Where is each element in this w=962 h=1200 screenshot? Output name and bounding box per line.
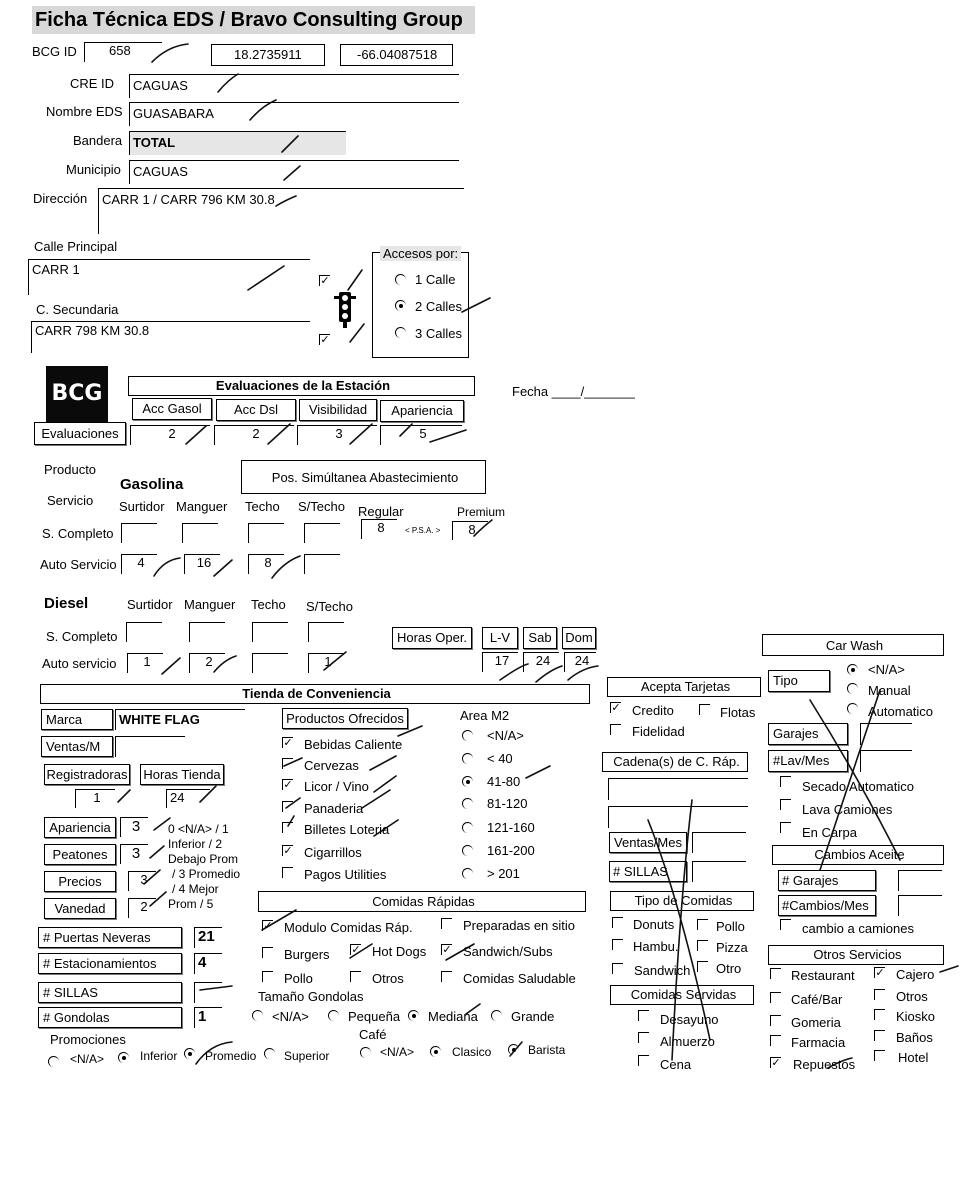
- producto-checkbox[interactable]: ✓: [283, 779, 293, 791]
- otro-servicio-checkbox[interactable]: [770, 968, 781, 979]
- lav-mes-button[interactable]: #Lav/Mes: [768, 750, 848, 772]
- bcg-id-label: BCG ID: [32, 44, 77, 59]
- producto-label: Cigarrillos: [304, 845, 362, 860]
- dsl-auto-stecho[interactable]: 1: [308, 653, 344, 673]
- otro-servicio-checkbox[interactable]: [770, 992, 781, 1003]
- otro-servicio-label: Hotel: [898, 1050, 929, 1065]
- dsl-auto-surtidor[interactable]: 1: [127, 653, 163, 673]
- promo-inferior-radio[interactable]: [118, 1052, 129, 1063]
- garajes-button[interactable]: Garajes: [768, 723, 848, 745]
- promo-superior-label: Superior: [284, 1049, 330, 1063]
- gondola-grande-radio[interactable]: [491, 1010, 502, 1021]
- flotas-label: Flotas: [720, 705, 756, 720]
- calle-secundaria-checkbox[interactable]: ✓: [320, 334, 330, 346]
- gas-row-completo-label: S. Completo: [42, 526, 114, 541]
- direccion-label: Dirección: [33, 191, 88, 206]
- tipo-comida-label: Otro: [716, 961, 742, 976]
- lava-camiones-checkbox[interactable]: [780, 799, 791, 810]
- producto-label: Panaderia: [304, 801, 364, 816]
- acceso-2-label: 2 Calles: [415, 299, 462, 314]
- cadena-title: Cadena(s) de C. Ráp.: [602, 752, 748, 772]
- calle-principal-field[interactable]: CARR 1: [28, 259, 310, 295]
- producto-checkbox[interactable]: ✓: [283, 845, 293, 857]
- cadena-field-1[interactable]: [608, 778, 748, 800]
- comida-checkbox[interactable]: ✓: [263, 920, 273, 932]
- camiones-label: cambio a camiones: [802, 921, 914, 936]
- dsl-completo-surtidor[interactable]: [126, 622, 162, 642]
- servida-label: Almuerzo: [660, 1034, 715, 1049]
- comida-label: Hot Dogs: [372, 944, 427, 959]
- otro-servicio-checkbox[interactable]: [874, 1050, 885, 1061]
- gas-completo-techo[interactable]: [248, 523, 284, 543]
- tamano-gondolas-label: Tamaño Gondolas: [258, 989, 364, 1004]
- cambios-aceite-title: Cambios Aceite: [772, 845, 944, 865]
- lava-camiones-label: Lava Camiones: [802, 802, 893, 817]
- otros-servicios-title: Otros Servicios: [768, 945, 944, 965]
- premium-field[interactable]: 8: [452, 521, 488, 540]
- nombre-eds-label: Nombre EDS: [46, 104, 123, 119]
- comida-label: Preparadas en sitio: [463, 918, 576, 933]
- otro-servicio-label: Gomeria: [791, 1015, 841, 1030]
- tipo-comida-checkbox[interactable]: [697, 940, 708, 951]
- cre-id-label: CRE ID: [70, 76, 115, 91]
- cafe-na-radio[interactable]: [360, 1047, 371, 1058]
- bandera-field[interactable]: TOTAL: [129, 131, 346, 155]
- scale-line-3: Debajo Prom: [168, 852, 239, 866]
- comida-checkbox[interactable]: [262, 947, 273, 958]
- acc-gasol-field[interactable]: 2: [130, 425, 210, 445]
- carwash-na-label: <N/A>: [868, 662, 905, 677]
- area-option-label: 41-80: [487, 774, 521, 789]
- gas-col-stecho: S/Techo: [298, 499, 345, 514]
- apariencia-button[interactable]: Apariencia: [380, 400, 464, 422]
- gas-completo-manguer[interactable]: [182, 523, 218, 543]
- otro-servicio-checkbox[interactable]: [770, 1015, 781, 1026]
- carwash-auto-label: Automatico: [868, 704, 934, 719]
- secado-checkbox[interactable]: [780, 776, 791, 787]
- scale-line-6: Prom / 5: [168, 897, 214, 911]
- servida-checkbox[interactable]: [638, 1055, 649, 1066]
- producto-checkbox[interactable]: ✓: [283, 737, 293, 749]
- producto-label: Bebidas Caliente: [304, 737, 403, 752]
- producto-label: Billetes Loteria: [304, 822, 390, 837]
- producto-checkbox[interactable]: [282, 758, 293, 769]
- gas-row-auto-label: Auto Servicio: [40, 557, 117, 572]
- scale-line-2: Inferior / 2: [168, 837, 223, 851]
- municipio-field[interactable]: CAGUAS: [129, 160, 459, 184]
- ventas-mes-field[interactable]: [692, 832, 746, 853]
- evaluaciones-button[interactable]: Evaluaciones: [34, 422, 126, 445]
- gas-auto-manguer[interactable]: 16: [184, 554, 220, 574]
- acc-dsl-field[interactable]: 2: [214, 425, 294, 445]
- otro-servicio-label: Baños: [896, 1030, 933, 1045]
- comida-checkbox[interactable]: ✓: [351, 944, 361, 956]
- en-carpa-checkbox[interactable]: [780, 822, 791, 833]
- horas-lv-button[interactable]: L-V: [482, 627, 518, 649]
- carwash-title: Car Wash: [762, 634, 944, 656]
- gas-completo-stecho[interactable]: [304, 523, 340, 543]
- gondola-na-label: <N/A>: [272, 1009, 309, 1024]
- flotas-checkbox[interactable]: [699, 704, 710, 715]
- peatones-button[interactable]: Peatones: [44, 844, 116, 865]
- tipo-comida-label: Pizza: [716, 940, 748, 955]
- comida-label: Sandwich/Subs: [463, 944, 553, 959]
- producto-checkbox[interactable]: [282, 867, 293, 878]
- dsl-row-auto-label: Auto servicio: [42, 656, 117, 671]
- scale-line-5: / 4 Mejor: [172, 882, 219, 896]
- tipo-comida-checkbox[interactable]: [612, 917, 623, 928]
- otro-servicio-checkbox[interactable]: [874, 989, 885, 1000]
- servida-label: Desayuno: [660, 1012, 719, 1027]
- otro-servicio-checkbox[interactable]: [874, 1030, 885, 1041]
- bandera-label: Bandera: [73, 133, 123, 148]
- regular-field[interactable]: 8: [361, 519, 397, 539]
- area-radio[interactable]: [462, 753, 473, 764]
- producto-label: Producto: [44, 462, 97, 477]
- registradoras-button[interactable]: Registradoras: [44, 764, 130, 785]
- otro-servicio-label: Restaurant: [791, 968, 855, 983]
- traffic-light-icon: [334, 292, 356, 328]
- marca-button[interactable]: Marca: [41, 709, 113, 730]
- gondolas-button[interactable]: # Gondolas: [38, 1007, 182, 1028]
- apariencia-tienda-button[interactable]: Apariencia: [44, 817, 116, 838]
- gondola-mediana-radio[interactable]: [408, 1010, 419, 1021]
- producto-checkbox[interactable]: [282, 801, 293, 812]
- acceso-2-radio[interactable]: [395, 300, 406, 311]
- longitude-field[interactable]: -66.04087518: [340, 44, 453, 66]
- cafe-barista-label: Barista: [528, 1043, 566, 1057]
- otro-servicio-label: Otros: [896, 989, 928, 1004]
- comidas-title: Comidas Rápidas: [258, 891, 586, 912]
- tarjetas-title: Acepta Tarjetas: [607, 677, 761, 697]
- gas-completo-surtidor[interactable]: [121, 523, 157, 543]
- variedad-button[interactable]: Vanedad: [44, 898, 116, 919]
- aceite-garajes-button[interactable]: # Garajes: [778, 870, 876, 891]
- horas-tienda-field[interactable]: 24: [166, 789, 210, 808]
- marca-field[interactable]: WHITE FLAG: [115, 709, 245, 730]
- area-option-label: <N/A>: [487, 728, 524, 743]
- carwash-manual-label: Manual: [868, 683, 911, 698]
- sillas-tienda-button[interactable]: # SILLAS: [38, 982, 182, 1003]
- gas-auto-stecho[interactable]: [304, 554, 340, 574]
- gas-auto-surtidor[interactable]: 4: [121, 554, 157, 574]
- area-radio[interactable]: [462, 798, 473, 809]
- tipo-comida-checkbox[interactable]: [697, 919, 708, 930]
- cambios-mes-field[interactable]: [898, 895, 942, 916]
- servida-checkbox[interactable]: [638, 1010, 649, 1021]
- latitude-field[interactable]: 18.2735911: [211, 44, 325, 66]
- area-option-label: < 40: [487, 751, 513, 766]
- gondola-pequena-radio[interactable]: [328, 1010, 339, 1021]
- otro-servicio-label: Kiosko: [896, 1009, 936, 1024]
- form-title: Ficha Técnica EDS / Bravo Consulting Group: [32, 6, 475, 34]
- gondolas-field[interactable]: 1: [194, 1007, 222, 1028]
- gondola-pequena-label: Pequeña: [348, 1009, 401, 1024]
- gas-col-manguer: Manguer: [176, 499, 228, 514]
- productos-button[interactable]: Productos Ofrecidos: [282, 708, 408, 729]
- horas-tienda-button[interactable]: Horas Tienda: [140, 764, 224, 785]
- municipio-label: Municipio: [66, 162, 121, 177]
- cafe-label: Café: [359, 1027, 387, 1042]
- sillas-tienda-field[interactable]: [194, 982, 222, 1003]
- tipo-comidas-title: Tipo de Comidas: [610, 891, 754, 911]
- comida-label: Pollo: [284, 971, 313, 986]
- diesel-title: Diesel: [44, 595, 89, 612]
- camiones-checkbox[interactable]: [780, 919, 791, 930]
- secado-label: Secado Automatico: [802, 779, 915, 794]
- comida-label: Comidas Saludable: [463, 971, 576, 986]
- credito-checkbox[interactable]: ✓: [611, 702, 621, 714]
- carwash-auto-radio[interactable]: [847, 703, 858, 714]
- carwash-tipo-button[interactable]: Tipo: [768, 670, 830, 692]
- otro-servicio-checkbox[interactable]: ✓: [875, 967, 885, 979]
- evaluaciones-title: Evaluaciones de la Estación: [128, 376, 475, 396]
- gondola-na-radio[interactable]: [252, 1010, 263, 1021]
- dsl-completo-stecho[interactable]: [308, 622, 344, 642]
- area-radio[interactable]: [462, 730, 473, 741]
- sillas-comida-button[interactable]: # SILLAS: [609, 861, 687, 882]
- area-radio[interactable]: [462, 776, 473, 787]
- horas-oper-button[interactable]: Horas Oper.: [392, 627, 472, 649]
- cafe-clasico-label: Clasico: [452, 1045, 492, 1059]
- dsl-completo-manguer[interactable]: [189, 622, 225, 642]
- cafe-barista-radio[interactable]: [508, 1044, 519, 1055]
- servida-label: Cena: [660, 1057, 692, 1072]
- producto-checkbox[interactable]: [282, 822, 293, 833]
- tienda-title: Tienda de Conveniencia: [40, 684, 590, 704]
- visibilidad-field[interactable]: 3: [297, 425, 377, 445]
- tipo-comida-checkbox[interactable]: [612, 963, 623, 974]
- acc-gasol-button[interactable]: Acc Gasol: [132, 398, 212, 420]
- accesos-label: Accesos por:: [380, 246, 461, 261]
- comida-label: Modulo Comidas Ráp.: [284, 920, 413, 935]
- garajes-field[interactable]: [860, 723, 912, 745]
- comida-checkbox[interactable]: [350, 971, 361, 982]
- gas-col-techo: Techo: [245, 499, 280, 514]
- otro-servicio-label: Repuestos: [793, 1057, 856, 1072]
- promo-superior-radio[interactable]: [264, 1048, 275, 1059]
- promo-promedio-label: Promedio: [205, 1049, 257, 1063]
- dsl-col-techo: Techo: [251, 597, 286, 612]
- gasolina-title: Gasolina: [120, 476, 184, 493]
- acc-dsl-button[interactable]: Acc Dsl: [216, 399, 296, 421]
- producto-label: Licor / Vino: [304, 779, 369, 794]
- comida-label: Otros: [372, 971, 404, 986]
- nombre-eds-field[interactable]: GUASABARA: [129, 102, 459, 126]
- scale-line-1: 0 <N/A> / 1: [168, 822, 229, 836]
- puertas-field[interactable]: 21: [194, 927, 222, 948]
- estacionamientos-button[interactable]: # Estacionamientos: [38, 953, 182, 974]
- otro-servicio-checkbox[interactable]: ✓: [771, 1057, 781, 1069]
- peatones-field[interactable]: 3: [120, 844, 148, 864]
- servicio-label: Servicio: [47, 493, 94, 508]
- area-radio[interactable]: [462, 822, 473, 833]
- dsl-auto-techo[interactable]: [252, 653, 288, 673]
- en-carpa-label: En Carpa: [802, 825, 857, 840]
- fidelidad-checkbox[interactable]: [610, 724, 621, 735]
- carwash-na-radio[interactable]: [847, 664, 858, 675]
- producto-label: Pagos Utilities: [304, 867, 387, 882]
- estacionamientos-field[interactable]: 4: [194, 953, 222, 974]
- promociones-label: Promociones: [50, 1032, 126, 1047]
- comida-checkbox[interactable]: [441, 971, 452, 982]
- pos-simultanea-label: Pos. Simúltanea Abastecimiento: [241, 460, 486, 494]
- tipo-comida-checkbox[interactable]: [697, 961, 708, 972]
- area-radio[interactable]: [462, 845, 473, 856]
- horas-sab-button[interactable]: Sab: [523, 627, 557, 649]
- scale-line-4: / 3 Promedio: [172, 867, 241, 881]
- comidas-servidas-title: Comidas Servidas: [610, 985, 754, 1005]
- sillas-comida-field[interactable]: [692, 861, 746, 882]
- calle-secundaria-label: C. Secundaria: [36, 302, 119, 317]
- otro-servicio-label: Cajero: [896, 967, 935, 982]
- direccion-field[interactable]: CARR 1 / CARR 796 KM 30.8: [98, 188, 464, 234]
- psa-label: < P.S.A. >: [405, 526, 441, 535]
- area-label: Area M2: [460, 708, 510, 723]
- promo-na-radio[interactable]: [48, 1056, 59, 1067]
- apariencia-tienda-field[interactable]: 3: [120, 817, 148, 837]
- precios-button[interactable]: Precios: [44, 871, 116, 892]
- horas-lv-field[interactable]: 17: [482, 652, 518, 672]
- aceite-garajes-field[interactable]: [898, 870, 942, 891]
- area-option-label: 81-120: [487, 796, 528, 811]
- ventas-mes-button[interactable]: Ventas/Mes: [609, 832, 687, 853]
- bcg-id-field[interactable]: 658: [84, 42, 162, 62]
- area-radio[interactable]: [462, 868, 473, 879]
- comida-checkbox[interactable]: [441, 918, 452, 929]
- registradoras-field[interactable]: 1: [75, 789, 115, 808]
- comida-checkbox[interactable]: ✓: [442, 944, 452, 956]
- acceso-3-radio[interactable]: [395, 327, 406, 338]
- tipo-comida-label: Hambu.: [633, 939, 679, 954]
- cafe-na-label: <N/A>: [380, 1045, 415, 1059]
- promo-promedio-radio[interactable]: [184, 1048, 195, 1059]
- area-option-label: 161-200: [487, 843, 535, 858]
- puertas-button[interactable]: # Puertas Neveras: [38, 927, 182, 948]
- regular-label: Regular: [358, 504, 404, 519]
- cadena-field-2[interactable]: [608, 806, 748, 828]
- area-option-label: 121-160: [487, 820, 535, 835]
- servida-checkbox[interactable]: [638, 1032, 649, 1043]
- comida-label: Burgers: [284, 947, 330, 962]
- producto-label: Cervezas: [304, 758, 359, 773]
- promo-na-label: <N/A>: [70, 1052, 105, 1066]
- dsl-col-stecho: S/Techo: [306, 599, 353, 614]
- bcg-logo: BCG: [46, 366, 108, 422]
- fecha-label: Fecha ____/_______: [512, 384, 635, 399]
- cambios-mes-button[interactable]: #Cambios/Mes: [778, 895, 876, 916]
- dsl-col-manguer: Manguer: [184, 597, 236, 612]
- acceso-3-label: 3 Calles: [415, 326, 462, 341]
- cre-id-field[interactable]: CAGUAS: [129, 74, 459, 98]
- precios-field[interactable]: 3: [128, 871, 156, 891]
- horas-dom-field[interactable]: 24: [564, 652, 596, 672]
- lav-mes-field[interactable]: [860, 750, 912, 772]
- dsl-col-surtidor: Surtidor: [127, 597, 173, 612]
- variedad-field[interactable]: 2: [128, 898, 156, 918]
- horas-dom-button[interactable]: Dom: [562, 627, 596, 649]
- dsl-row-completo-label: S. Completo: [46, 629, 118, 644]
- tipo-comida-label: Donuts: [633, 917, 675, 932]
- tipo-comida-label: Sandwich: [634, 963, 691, 978]
- otro-servicio-label: Farmacia: [791, 1035, 846, 1050]
- ventas-field[interactable]: [115, 736, 185, 757]
- gas-col-surtidor: Surtidor: [119, 499, 165, 514]
- promo-inferior-label: Inferior: [140, 1049, 178, 1063]
- comida-checkbox[interactable]: [262, 971, 273, 982]
- tipo-comida-label: Pollo: [716, 919, 745, 934]
- tipo-comida-checkbox[interactable]: [612, 939, 623, 950]
- acceso-1-radio[interactable]: [395, 274, 406, 285]
- apariencia-field[interactable]: 5: [380, 425, 462, 445]
- dsl-completo-techo[interactable]: [252, 622, 288, 642]
- otro-servicio-label: Café/Bar: [791, 992, 843, 1007]
- calle-principal-label: Calle Principal: [34, 239, 118, 254]
- gas-auto-techo[interactable]: 8: [248, 554, 284, 574]
- area-option-label: > 201: [487, 866, 520, 881]
- ventas-button[interactable]: Ventas/M: [41, 736, 113, 757]
- cafe-clasico-radio[interactable]: [430, 1046, 441, 1057]
- calle-secundaria-field[interactable]: CARR 798 KM 30.8: [31, 321, 310, 353]
- otro-servicio-checkbox[interactable]: [874, 1009, 885, 1020]
- carwash-manual-radio[interactable]: [847, 683, 858, 694]
- acceso-1-label: 1 Calle: [415, 272, 456, 287]
- premium-label: Premium: [457, 505, 506, 519]
- gondola-mediana-label: Mediana: [428, 1009, 478, 1024]
- credito-label: Credito: [632, 703, 674, 718]
- otro-servicio-checkbox[interactable]: [770, 1035, 781, 1046]
- dsl-auto-manguer[interactable]: 2: [189, 653, 225, 673]
- visibilidad-button[interactable]: Visibilidad: [299, 399, 377, 421]
- fidelidad-label: Fidelidad: [632, 724, 685, 739]
- gondola-grande-label: Grande: [511, 1009, 555, 1024]
- calle-principal-checkbox[interactable]: ✓: [320, 275, 330, 287]
- horas-sab-field[interactable]: 24: [523, 652, 559, 672]
